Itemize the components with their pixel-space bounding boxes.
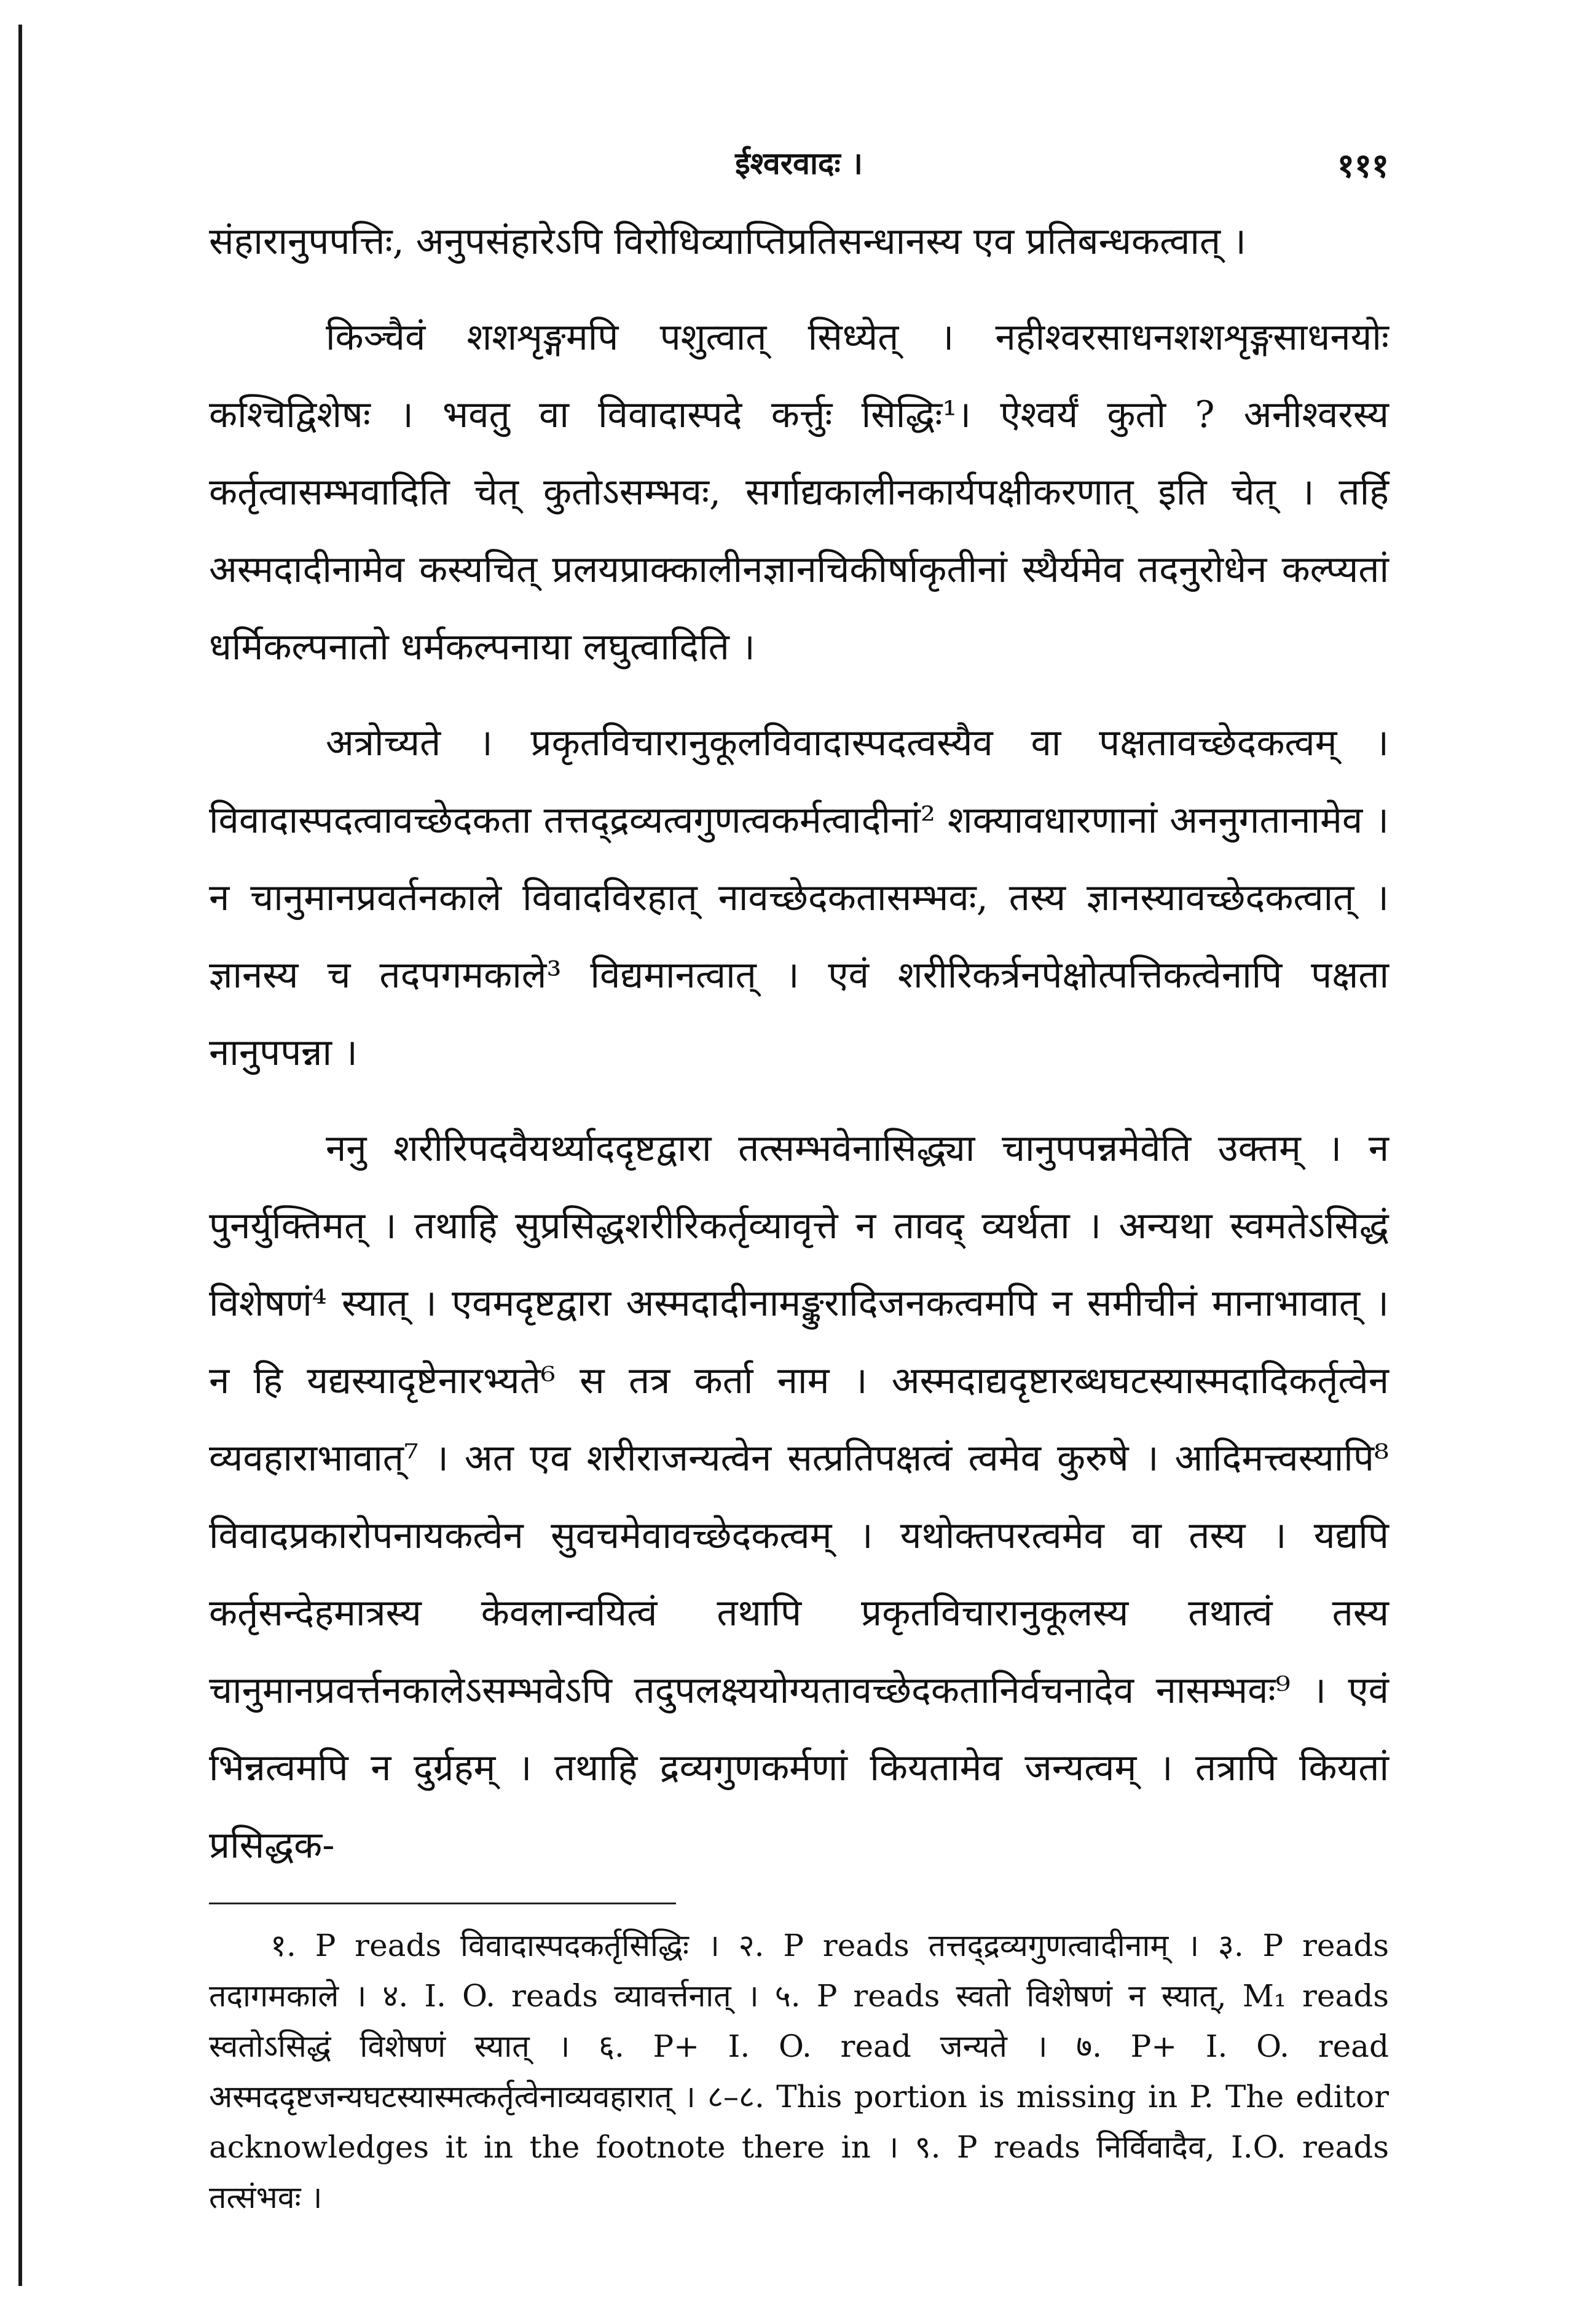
paragraph: ननु शरीरिपदवैयर्थ्याददृष्टद्वारा तत्सम्भवेनासिद्ध्या चानुपपन्नमेवेति उक्तम् । न पुनर्युक्तिमत् । तथाहि सुप्रसिद्धशरीरिकर्तृव्यावृत्ते न तावद् व्यर्थता । अन्यथा स्वमतेऽसिद्धं विशेषणं⁴ स्यात् । एवमदृष्टद्वारा अस्मदादीनामङ्कुरादिजनकत्वमपि न समीचीनं मानाभावात् । न हि यद्यस्यादृष्टेनारभ्यते⁶ स तत्र कर्ता नाम । अस्मदाद्यदृष्टारब्धघटस्यास्मदादिकर्तृत्वेन व्यवहाराभावात्⁷ । अत एव शरीराजन्यत्वेन सत्प्रतिपक्षत्वं त्वमेव कुरुषे । आदिमत्त्वस्यापि⁸ विवादप्रकारोपनायकत्वेन सुवचमेवावच्छेदकत्वम् । यथोक्तपरत्वमेव वा तस्य । यद्यपि कर्तृसन्देहमात्रस्य केवलान्वयित्वं तथापि प्रकृतविचारानुकूलस्य तथात्वं तस्य चानुमानप्रवर्त्तनकालेऽसम्भवेऽपि तदुपलक्ष्ययोग्यतावच्छेदकतानिर्वचनादेव नासम्भवः⁹ । एवं भिन्नत्वमपि न दुर्ग्रहम् । तथाहि द्रव्यगुणकर्मणां कियतामेव जन्यत्वम् । तत्रापि कियतां प्रसिद्धक-	[209, 1127, 1389, 1867]
body-text	[209, 203, 1389, 1884]
book-page	[209, 141, 1389, 2223]
page-number: १११	[1337, 146, 1389, 185]
footnote-rule	[209, 1903, 676, 1904]
page-header	[209, 141, 1389, 203]
footnotes: १. P reads विवादास्पदकर्तृसिद्धिः । २. P reads तत्तद्द्रव्यगुणत्वादीनाम् । ३. P reads तदागमकाले । ४. I. O. reads व्यावर्त्तनात् । ५. P reads स्वतो विशेषणं न स्यात्, M₁ reads स्वतोऽसिद्धं विशेषणं स्यात् । ६. P+ I. O. read जन्यते । ७. P+ I. O. read अस्मददृष्टजन्यघटस्यास्मत्कर्तृत्वेनाव्यवहारात् । ८–८. This portion is missing in P. The editor acknowledges it in the footnote there in । ९. P reads निर्विवादैव, I.O. reads तत्संभवः ।	[209, 1928, 1389, 2215]
paragraph: संहारानुपपत्तिः, अनुपसंहारेऽपि विरोधिव्याप्तिप्रतिसन्धानस्य एव प्रतिबन्धकत्वात् ।	[209, 220, 1246, 263]
paragraph: अत्रोच्यते । प्रकृतविचारानुकूलविवादास्पदत्वस्यैव वा पक्षतावच्छेदकत्वम् । विवादास्पदत्वावच्छेदकता तत्तद्द्रव्यत्वगुणत्वकर्मत्वादीनां² शक्यावधारणानां अननुगतानामेव । न चानुमानप्रवर्तनकाले विवादविरहात् नावच्छेदकतासम्भवः, तस्य ज्ञानस्यावच्छेदकत्वात् । ज्ञानस्य च तदपगमकाले³ विद्यमानत्वात् । एवं शरीरिकर्त्रनपेक्षोत्पत्तिकत्वेनापि पक्षता नानुपपन्ना ।	[209, 721, 1389, 1074]
running-head: ईश्वरवादः ।	[735, 145, 863, 181]
binding-edge	[18, 25, 22, 2286]
paragraph: किञ्चैवं शशशृङ्गमपि पशुत्वात् सिध्येत् । नहीश्वरसाधनशशशृङ्गसाधनयोः कश्चिद्विशेषः । भवतु वा विवादास्पदे कर्त्तुः सिद्धिः¹। ऐश्वर्यं कुतो ? अनीश्वरस्य कर्तृत्वासम्भवादिति चेत् कुतोऽसम्भवः, सर्गाद्यकालीनकार्यपक्षीकरणात् इति चेत् । तर्हि अस्मदादीनामेव कस्यचित् प्रलयप्राक्कालीनज्ञानचिकीर्षाकृतीनां स्थैर्यमेव तदनुरोधेन कल्प्यतां धर्मिकल्पनातो धर्मकल्पनाया लघुत्वादिति ।	[209, 316, 1389, 669]
